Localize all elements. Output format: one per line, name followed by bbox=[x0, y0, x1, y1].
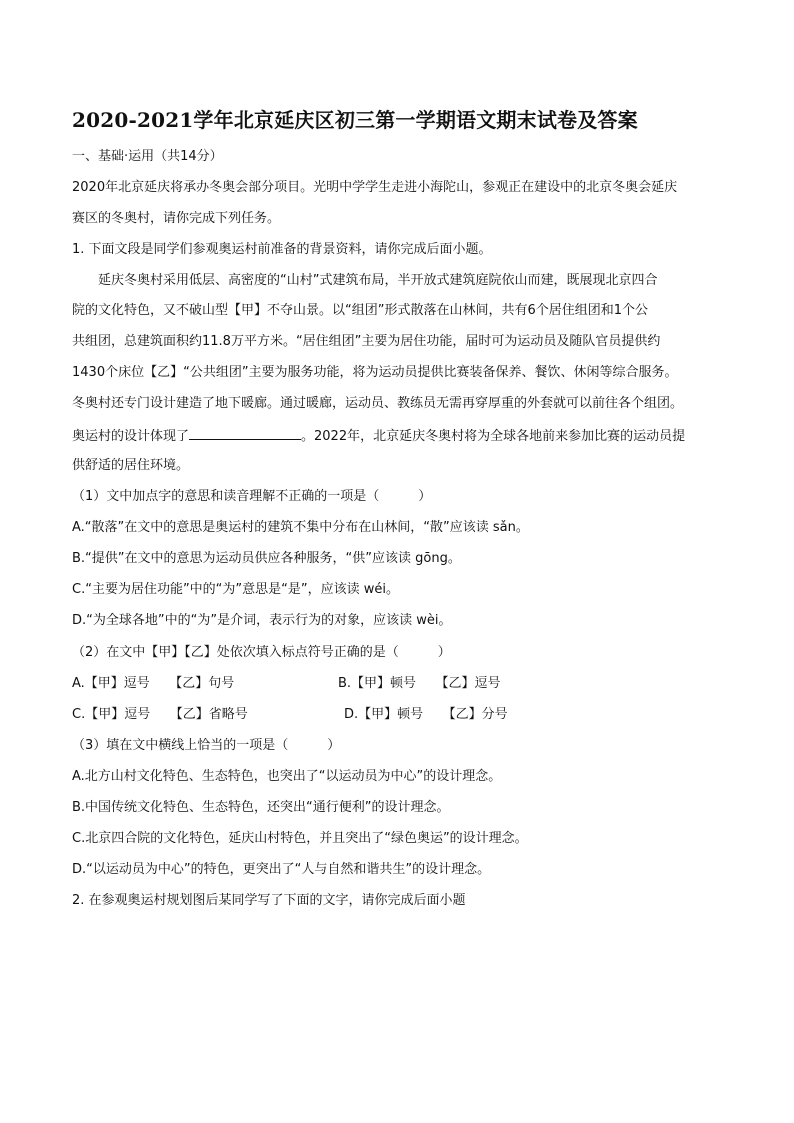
sub3-option-c: C.北京四合院的文化特色，延庆山村特色，并且突出了“绿色奥运”的设计理念。 bbox=[72, 831, 528, 846]
sub2-option-b: B.【甲】顿号 【乙】逗号 bbox=[338, 676, 501, 691]
passage-line-7: 供舒适的居住环境。 bbox=[72, 458, 190, 473]
document-title: 2020-2021学年北京延庆区初三第一学期语文期末试卷及答案 bbox=[72, 108, 638, 132]
passage-line-3: 共组团，总建筑面积约11.8万平方米。“居住组团”主要为居住功能，届时可为运动员及随队官员提供约 bbox=[72, 334, 661, 349]
passage-blank-after: 。2022年，北京延庆冬奥村将为全球各地前来参加比赛的运动员提 bbox=[301, 429, 686, 444]
question-2-intro: 2. 在参观奥运村规划图后某同学写了下面的文字，请你完成后面小题 bbox=[72, 893, 466, 908]
sub-question-1: （1）文中加点字的意思和读音理解不正确的一项是（ ） bbox=[72, 489, 432, 504]
passage-line-6 bbox=[72, 427, 685, 445]
sub3-option-b: B.中国传统文化特色、生态特色，还突出“通行便利”的设计理念。 bbox=[72, 800, 450, 815]
question-1-intro: 1. 下面文段是同学们参观奥运村前准备的背景资料，请你完成后面小题。 bbox=[72, 242, 492, 257]
passage-line-5: 冬奥村还专门设计建造了地下暖廊。通过暖廊，运动员、教练员无需再穿厚重的外套就可以前往各个组团。 bbox=[72, 396, 684, 411]
passage-line-4: 1430个床位【乙】“公共组团”主要为服务功能，将为运动员提供比赛装备保养、餐饮、休闲等综合服务。 bbox=[72, 365, 678, 380]
passage-line-1: 延庆冬奥村采用低层、高密度的“山村”式建筑布局，半开放式建筑庭院依山而建，既展现北京四合 bbox=[98, 273, 658, 288]
sub2-option-a: A.【甲】逗号 【乙】句号 bbox=[72, 676, 235, 691]
fill-in-blank bbox=[189, 427, 301, 440]
sub-question-2: （2）在文中【甲】【乙】处依次填入标点符号正确的是（ ） bbox=[72, 645, 451, 660]
intro-line-2: 赛区的冬奥村，请你完成下列任务。 bbox=[72, 211, 281, 226]
sub2-option-c: C.【甲】逗号 【乙】省略号 bbox=[72, 707, 248, 722]
sub3-option-a: A.北方山村文化特色、生态特色，也突出了“以运动员为中心”的设计理念。 bbox=[72, 769, 502, 784]
sub3-option-d: D.“以运动员为中心”的特色，更突出了“人与自然和谐共生”的设计理念。 bbox=[72, 862, 491, 877]
passage-line-2: 院的文化特色，又不破山型【甲】不夺山景。以“组团”形式散落在山林间，共有6个居住组团和1个公 bbox=[72, 303, 649, 318]
section-heading: 一、基础·运用（共14分） bbox=[72, 149, 223, 164]
sub1-option-d: D.“为全球各地”中的“为”是介词，表示行为的对象，应该读 wèi。 bbox=[72, 613, 452, 628]
sub1-option-c: C.“主要为居住功能”中的“为”意思是“是”，应该读 wéi。 bbox=[72, 582, 399, 597]
sub-question-3: （3）填在文中横线上恰当的一项是（ ） bbox=[72, 738, 341, 753]
sub1-option-a: A.“散落”在文中的意思是奥运村的建筑不集中分布在山林间，“散”应该读 sǎn。 bbox=[72, 520, 529, 535]
sub1-option-b: B.“提供”在文中的意思为运动员供应各种服务，“供”应该读 gōng。 bbox=[72, 551, 461, 566]
intro-line-1: 2020年北京延庆将承办冬奥会部分项目。光明中学学生走进小海陀山，参观正在建设中的北京冬奥会延庆 bbox=[72, 180, 678, 195]
passage-blank-before: 奥运村的设计体现了 bbox=[72, 429, 190, 444]
sub2-option-d: D.【甲】顿号 【乙】分号 bbox=[344, 707, 508, 722]
